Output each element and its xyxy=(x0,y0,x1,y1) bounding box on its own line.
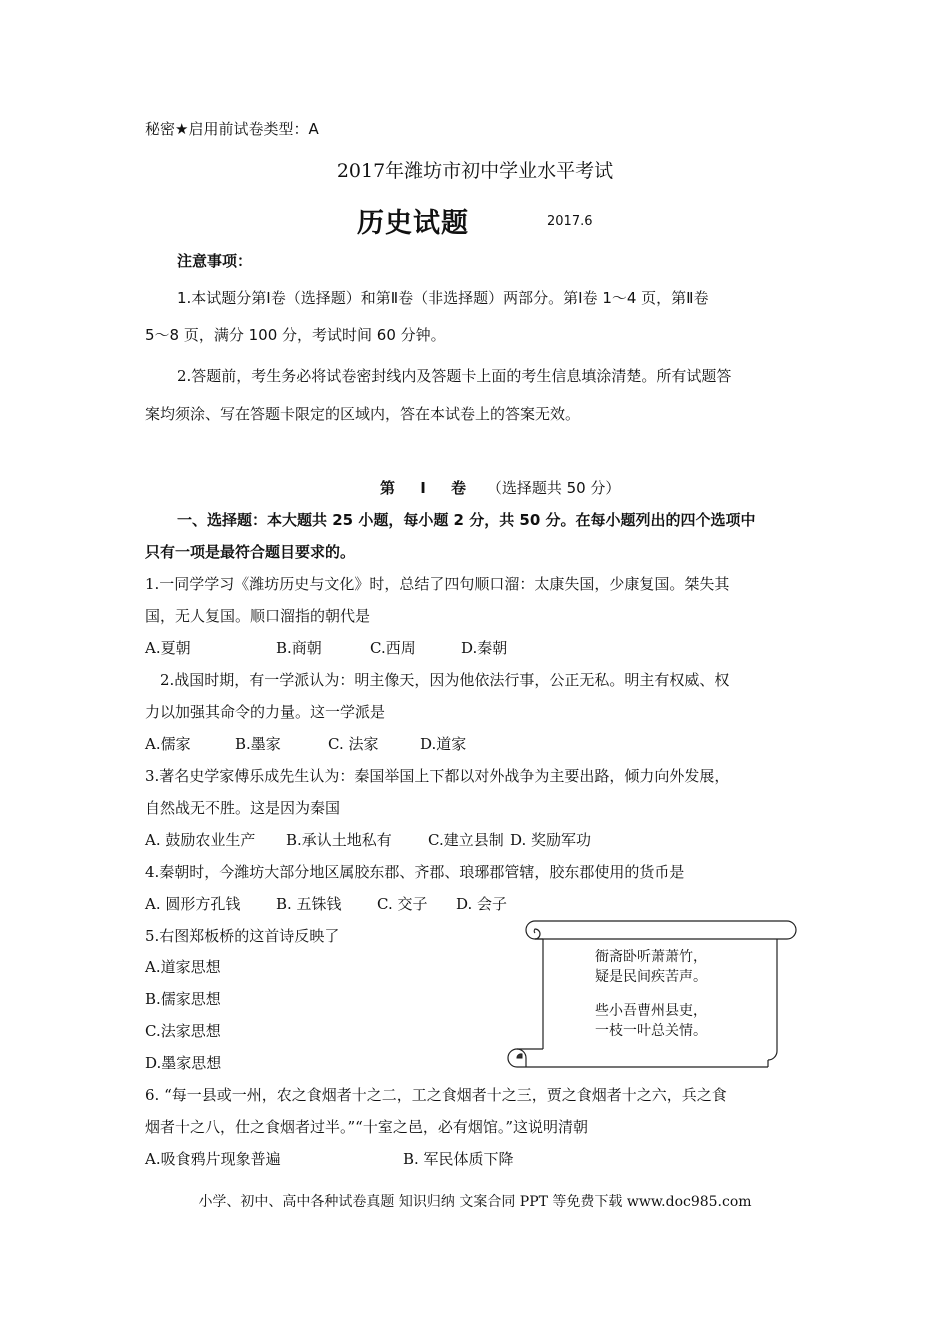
q4-option-b: B. 五铢钱 xyxy=(276,895,342,913)
section-title: 第 Ⅰ 卷 xyxy=(380,479,477,497)
q1-option-d: D.秦朝 xyxy=(461,639,508,657)
section-instructions-line1: 一、选择题：本大题共 25 小题，每小题 2 分，共 50 分。在每小题列出的四个选项中 xyxy=(177,511,756,529)
q3-option-b: B.承认土地私有 xyxy=(286,831,392,849)
q5-option-d: D.墨家思想 xyxy=(145,1054,222,1072)
scroll-illustration xyxy=(505,918,800,1070)
section-instructions-line2: 只有一项是最符合题目要求的。 xyxy=(145,543,356,561)
notes-item2-line2: 案均须涂、写在答题卡限定的区域内，答在本试卷上的答案无效。 xyxy=(145,405,581,423)
q2-option-c: C. 法家 xyxy=(328,735,379,753)
q4-option-d: D. 会子 xyxy=(456,895,508,913)
q2-stem-line1: 2.战国时期，有一学派认为：明主像天，因为他依法行事，公正无私。明主有权威、权 xyxy=(160,671,730,689)
section-subtitle: （选择题共 50 分） xyxy=(486,479,621,497)
q1-stem-line1: 1.一同学学习《潍坊历史与文化》时，总结了四句顺口溜：太康失国，少康复国。桀失其 xyxy=(145,575,730,593)
q3-option-a: A. 鼓励农业生产 xyxy=(145,831,256,849)
q1-stem-line2: 国，无人复国。顺口溜指的朝代是 xyxy=(145,607,371,625)
q6-stem-line2: 烟者十之八，仕之食烟者过半。”“十室之邑，必有烟馆。”这说明清朝 xyxy=(145,1118,589,1136)
q1-option-a: A.夏朝 xyxy=(145,639,191,657)
q4-stem-line1: 4.秦朝时，今潍坊大部分地区属胶东郡、齐郡、琅琊郡管辖，胶东郡使用的货币是 xyxy=(145,863,685,881)
q2-option-a: A.儒家 xyxy=(145,735,191,753)
poem-line-3: 些小吾曹州县吏， xyxy=(595,1003,707,1019)
q1-option-c: C.西周 xyxy=(370,639,416,657)
q4-option-a: A. 圆形方孔钱 xyxy=(145,895,241,913)
q3-stem-line1: 3.著名史学家傅乐成先生认为：秦国举国上下都以对外战争为主要出路，倾力向外发展， xyxy=(145,767,730,785)
notes-heading: 注意事项： xyxy=(177,252,253,270)
footer-text: 小学、初中、高中各种试卷真题 知识归纳 文案合同 PPT 等免费下载 www.doc985.com xyxy=(198,1194,752,1210)
notes-item1-line1-text: 1.本试题分第Ⅰ卷（选择题）和第Ⅱ卷（非选择题）两部分。第Ⅰ卷 1～4 页，第Ⅱ卷 xyxy=(177,289,709,307)
subject-title: 历史试题 xyxy=(357,208,469,239)
q6-option-a: A.吸食鸦片现象普遍 xyxy=(145,1150,281,1168)
q5-stem-line1: 5.右图郑板桥的这首诗反映了 xyxy=(145,927,340,945)
q6-stem-line1: 6. “每一县或一州，农之食烟者十之二，工之食烟者十之三，贾之食烟者十之六，兵之食 xyxy=(145,1086,727,1104)
exam-title: 2017年潍坊市初中学业水平考试 xyxy=(336,160,614,182)
q5-option-a: A.道家思想 xyxy=(145,958,221,976)
secret-line: 秘密★启用前试卷类型：A xyxy=(145,120,319,138)
notes-item1-line1 xyxy=(177,288,807,308)
q5-option-b: B.儒家思想 xyxy=(145,990,221,1008)
q2-stem-line2: 力以加强其命令的力量。这一学派是 xyxy=(145,703,386,721)
notes-item1-line2: 5～8 页，满分 100 分，考试时间 60 分钟。 xyxy=(145,326,446,344)
poem-line-4: 一枝一叶总关情。 xyxy=(595,1023,707,1039)
q3-option-c: C.建立县制 xyxy=(428,831,504,849)
exam-date: 2017.6 xyxy=(547,214,593,229)
q3-stem-line2: 自然战无不胜。这是因为秦国 xyxy=(145,799,341,817)
poem-line-1: 衙斋卧听萧萧竹， xyxy=(595,949,707,965)
section-heading xyxy=(380,478,620,498)
q3-option-d: D. 奖励军功 xyxy=(510,831,592,849)
q1-option-b: B.商朝 xyxy=(276,639,322,657)
q2-option-d: D.道家 xyxy=(420,735,467,753)
poem-line-2: 疑是民间疾苦声。 xyxy=(595,969,707,985)
q5-option-c: C.法家思想 xyxy=(145,1022,221,1040)
q2-option-b: B.墨家 xyxy=(235,735,281,753)
q6-option-b: B. 军民体质下降 xyxy=(403,1150,514,1168)
q4-option-c: C. 交子 xyxy=(377,895,428,913)
notes-item2-line1: 2.答题前，考生务必将试卷密封线内及答题卡上面的考生信息填涂清楚。所有试题答 xyxy=(177,367,732,385)
